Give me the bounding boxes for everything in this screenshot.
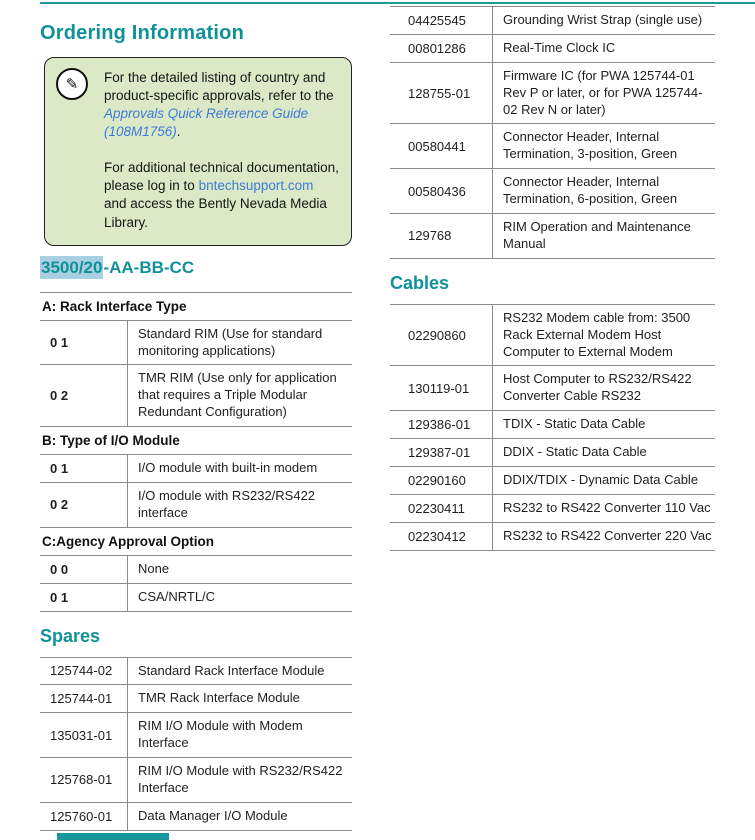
option-code: 0 1 [40, 321, 128, 365]
option-desc: Standard RIM (Use for standard monitoring applications) [138, 325, 323, 358]
option-desc: I/O module with built-in modem [138, 460, 318, 476]
part-desc: Data Manager I/O Module [138, 807, 288, 823]
option-desc: TMR RIM (Use only for application that requires a Triple Modular Redundant Configuration) [138, 370, 337, 420]
part-desc: DDIX - Static Data Cable [503, 444, 647, 460]
spares-heading: Spares [40, 625, 101, 646]
table-row [390, 411, 715, 439]
option-code: 0 1 [40, 455, 128, 482]
table-row [40, 556, 352, 584]
part-desc: RIM I/O Module with Modem Interface [138, 718, 303, 751]
option-table-b-title: B: Type of I/O Module [40, 427, 352, 455]
table-row [390, 467, 715, 495]
spares-table-continued [390, 6, 715, 259]
part-desc: RIM Operation and Maintenance Manual [503, 219, 691, 251]
table-row [390, 495, 715, 523]
part-number: 128755-01 [390, 63, 493, 124]
part-desc: Connector Header, Internal Termination, 3-position, Green [503, 129, 678, 162]
table-row [390, 439, 715, 467]
part-number: 125768-01 [40, 758, 128, 802]
option-table-rack-interface [40, 292, 352, 427]
note-p2-text: For additional technical documentation, please log in to [104, 160, 339, 194]
table-row [40, 365, 352, 427]
table-row [40, 584, 352, 612]
part-desc: Grounding Wrist Strap (single use) [503, 12, 703, 27]
option-code: 0 2 [40, 483, 128, 527]
part-desc: RIM I/O Module with RS232/RS422 Interface [138, 763, 343, 795]
page-title: Ordering Information [40, 22, 244, 44]
part-number: 130119-01 [390, 366, 493, 410]
table-row [40, 685, 352, 713]
table-row [390, 169, 715, 214]
part-desc: TDIX - Static Data Cable [503, 416, 646, 432]
option-code: 0 2 [40, 365, 128, 426]
part-number: 125744-01 [40, 685, 128, 712]
techsupport-link[interactable]: bntechsupport.com [198, 178, 314, 194]
part-number: 00801286 [390, 35, 493, 62]
pencil-icon: ✎ [56, 68, 88, 100]
approvals-guide-link[interactable]: Approvals Quick Reference Guide (108M1756) [104, 106, 309, 140]
table-row [40, 758, 352, 803]
part-number: 129386-01 [390, 411, 493, 438]
footer-logo-fragment [57, 833, 169, 840]
option-code: 0 0 [40, 556, 128, 583]
table-row [40, 321, 352, 366]
part-number: 02230411 [390, 495, 493, 522]
part-number: 02230412 [390, 523, 493, 550]
model-number-heading [40, 258, 352, 278]
option-table-c-title: C:Agency Approval Option [40, 528, 352, 556]
table-row [40, 483, 352, 528]
table-row [40, 803, 352, 831]
top-divider-rule [40, 2, 755, 4]
part-desc: RS232 Modem cable from: 3500 Rack External Modem Host Computer to External Modem [503, 309, 691, 359]
part-desc: Host Computer to RS232/RS422 Converter Cable RS232 [503, 371, 692, 404]
part-number: 125744-02 [40, 658, 128, 685]
part-desc: RS232 to RS422 Converter 110 Vac [503, 499, 711, 515]
right-column [390, 6, 715, 551]
part-desc: RS232 to RS422 Converter 220 Vac [503, 527, 712, 543]
note-box [44, 57, 352, 246]
spares-table [40, 657, 352, 831]
part-desc: DDIX/TDIX - Dynamic Data Cable [503, 472, 699, 488]
note-text [104, 69, 339, 232]
part-desc: Standard Rack Interface Module [138, 662, 325, 678]
part-number: 129387-01 [390, 439, 493, 466]
option-table-io-module [40, 427, 352, 528]
part-desc: Firmware IC (for PWA 125744-01 Rev P or later, or for PWA 125744-02 Rev N or later) [503, 67, 703, 117]
table-row [390, 214, 715, 259]
left-column [40, 22, 352, 831]
table-row [390, 305, 715, 367]
model-number-rest: -AA-BB-CC [103, 257, 195, 277]
part-desc: Connector Header, Internal Termination, 6-position, Green [503, 174, 678, 207]
note-paragraph-support [104, 159, 339, 231]
model-number-highlighted: 3500/20 [41, 257, 103, 277]
option-table-a-title: A: Rack Interface Type [40, 292, 352, 321]
option-desc: None [138, 560, 170, 576]
table-row [390, 124, 715, 169]
table-row [40, 455, 352, 483]
part-desc: TMR Rack Interface Module [138, 690, 300, 706]
option-desc: I/O module with RS232/RS422 interface [138, 487, 316, 520]
part-number: 04425545 [390, 7, 493, 34]
part-number: 00580441 [390, 124, 493, 168]
note-p1-period: . [176, 124, 181, 140]
table-row [390, 63, 715, 125]
part-number: 129768 [390, 214, 493, 258]
option-code: 0 1 [40, 584, 128, 611]
note-p2-rest: and access the Bently Nevada Media Library. [104, 196, 327, 230]
part-number: 00580436 [390, 169, 493, 213]
part-number: 02290160 [390, 467, 493, 494]
table-row [390, 523, 715, 551]
cables-heading: Cables [390, 272, 450, 293]
note-p1-text: For the detailed listing of country and product-specific approvals, refer to the [104, 70, 334, 104]
part-number: 125760-01 [40, 803, 128, 830]
table-row [40, 713, 352, 758]
table-row [390, 35, 715, 63]
part-number: 02290860 [390, 305, 493, 366]
option-desc: CSA/NRTL/C [138, 588, 216, 604]
table-row [390, 7, 715, 35]
table-row [390, 366, 715, 411]
note-paragraph-approvals [104, 69, 339, 141]
cables-table [390, 304, 715, 551]
part-number: 135031-01 [40, 713, 128, 757]
table-row [40, 658, 352, 686]
part-desc: Real-Time Clock IC [503, 39, 616, 55]
option-table-agency-approval [40, 528, 352, 612]
